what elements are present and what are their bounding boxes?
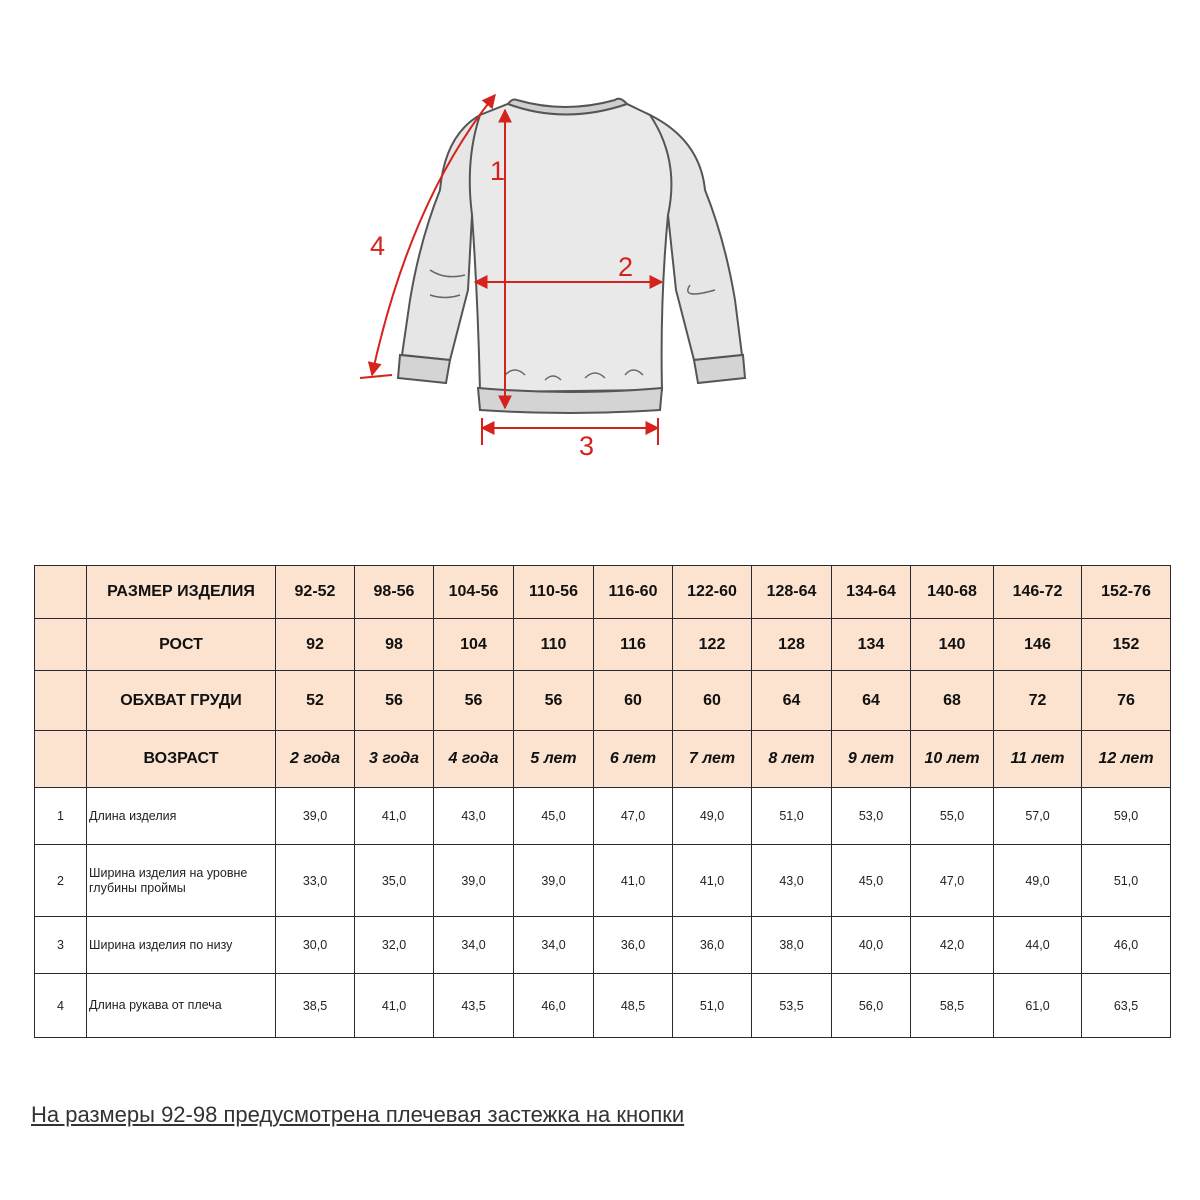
measurement-value-cell: 55,0 (911, 788, 994, 845)
header-value-cell: 9 лет (832, 731, 911, 788)
header-value-cell: 152-76 (1082, 566, 1171, 619)
header-value-cell: 56 (514, 671, 594, 731)
header-value-cell: 76 (1082, 671, 1171, 731)
measurement-value-cell: 49,0 (994, 845, 1082, 917)
header-value-cell: 60 (673, 671, 752, 731)
measurement-value-cell: 39,0 (276, 788, 355, 845)
header-value-cell: 7 лет (673, 731, 752, 788)
header-value-cell: 11 лет (994, 731, 1082, 788)
header-value-cell: 122 (673, 619, 752, 671)
header-value-cell: 128 (752, 619, 832, 671)
measurement-value-cell: 32,0 (355, 917, 434, 974)
header-value-cell: 98-56 (355, 566, 434, 619)
row-label: ВОЗРАСТ (87, 731, 276, 788)
measurement-value-cell: 36,0 (594, 917, 673, 974)
label-4: 4 (370, 231, 386, 261)
header-value-cell: 152 (1082, 619, 1171, 671)
measurement-row (35, 788, 1171, 845)
sleeve-length-tick (360, 375, 392, 378)
measurement-value-cell: 34,0 (434, 917, 514, 974)
measurement-value-cell: 33,0 (276, 845, 355, 917)
measurement-value-cell: 40,0 (832, 917, 911, 974)
header-value-cell: 116-60 (594, 566, 673, 619)
measurement-value-cell: 41,0 (673, 845, 752, 917)
label-1: 1 (490, 156, 506, 186)
header-value-cell: 64 (832, 671, 911, 731)
measurement-value-cell: 63,5 (1082, 974, 1171, 1038)
measurement-value-cell: 36,0 (673, 917, 752, 974)
measurement-row (35, 845, 1171, 917)
measurement-value-cell: 39,0 (434, 845, 514, 917)
measurement-value-cell: 41,0 (355, 788, 434, 845)
measurement-value-cell: 57,0 (994, 788, 1082, 845)
footnote: На размеры 92-98 предусмотрена плечевая застежка на кнопки (31, 1102, 685, 1127)
header-value-cell: 6 лет (594, 731, 673, 788)
header-value-cell: 10 лет (911, 731, 994, 788)
header-value-cell: 56 (355, 671, 434, 731)
header-value-cell: 122-60 (673, 566, 752, 619)
header-value-cell: 72 (994, 671, 1082, 731)
measurement-index: 3 (35, 917, 87, 974)
header-value-cell: 134 (832, 619, 911, 671)
measurement-value-cell: 56,0 (832, 974, 911, 1038)
header-value-cell: 5 лет (514, 731, 594, 788)
blank-cell (35, 619, 87, 671)
header-value-cell: 92 (276, 619, 355, 671)
header-value-cell: 140-68 (911, 566, 994, 619)
measurement-name: Ширина изделия на уровне глубины проймы (87, 845, 276, 917)
measurement-value-cell: 47,0 (911, 845, 994, 917)
header-value-cell: 110 (514, 619, 594, 671)
measurement-index: 1 (35, 788, 87, 845)
measurement-value-cell: 61,0 (994, 974, 1082, 1038)
header-value-cell: 64 (752, 671, 832, 731)
row-label: РАЗМЕР ИЗДЕЛИЯ (87, 566, 276, 619)
sweatshirt-sketch (398, 99, 745, 413)
measurement-value-cell: 51,0 (1082, 845, 1171, 917)
measurement-index: 4 (35, 974, 87, 1038)
header-value-cell: 60 (594, 671, 673, 731)
header-value-cell: 146 (994, 619, 1082, 671)
measurement-value-cell: 51,0 (673, 974, 752, 1038)
blank-cell (35, 566, 87, 619)
row-label: РОСТ (87, 619, 276, 671)
measurement-value-cell: 45,0 (514, 788, 594, 845)
sweatshirt-diagram (350, 80, 770, 470)
header-value-cell: 110-56 (514, 566, 594, 619)
measurement-name: Длина изделия (87, 788, 276, 845)
header-row (35, 566, 1171, 619)
header-value-cell: 104 (434, 619, 514, 671)
header-value-cell: 4 года (434, 731, 514, 788)
measurement-value-cell: 46,0 (514, 974, 594, 1038)
header-value-cell: 8 лет (752, 731, 832, 788)
header-value-cell: 3 года (355, 731, 434, 788)
measurement-value-cell: 35,0 (355, 845, 434, 917)
header-value-cell: 12 лет (1082, 731, 1171, 788)
measurement-row (35, 917, 1171, 974)
measurement-value-cell: 38,0 (752, 917, 832, 974)
measurement-name: Ширина изделия по низу (87, 917, 276, 974)
header-value-cell: 116 (594, 619, 673, 671)
measurement-value-cell: 44,0 (994, 917, 1082, 974)
measurement-value-cell: 43,0 (752, 845, 832, 917)
header-value-cell: 92-52 (276, 566, 355, 619)
measurement-value-cell: 48,5 (594, 974, 673, 1038)
measurement-row (35, 974, 1171, 1038)
measurement-value-cell: 43,5 (434, 974, 514, 1038)
size-chart-table (34, 565, 1171, 1038)
measurement-value-cell: 41,0 (594, 845, 673, 917)
measurement-name: Длина рукава от плеча (87, 974, 276, 1038)
header-value-cell: 134-64 (832, 566, 911, 619)
header-value-cell: 68 (911, 671, 994, 731)
measurement-value-cell: 59,0 (1082, 788, 1171, 845)
header-value-cell: 52 (276, 671, 355, 731)
measurement-value-cell: 30,0 (276, 917, 355, 974)
measurement-value-cell: 53,5 (752, 974, 832, 1038)
measurement-value-cell: 45,0 (832, 845, 911, 917)
measurement-value-cell: 34,0 (514, 917, 594, 974)
measurement-value-cell: 51,0 (752, 788, 832, 845)
header-value-cell: 98 (355, 619, 434, 671)
measurement-value-cell: 38,5 (276, 974, 355, 1038)
blank-cell (35, 671, 87, 731)
header-row (35, 731, 1171, 788)
measurement-value-cell: 53,0 (832, 788, 911, 845)
measurement-value-cell: 49,0 (673, 788, 752, 845)
measurement-value-cell: 47,0 (594, 788, 673, 845)
measurement-value-cell: 58,5 (911, 974, 994, 1038)
header-value-cell: 140 (911, 619, 994, 671)
measurement-value-cell: 42,0 (911, 917, 994, 974)
header-value-cell: 56 (434, 671, 514, 731)
blank-cell (35, 731, 87, 788)
row-label: ОБХВАТ ГРУДИ (87, 671, 276, 731)
measurement-value-cell: 46,0 (1082, 917, 1171, 974)
measurement-value-cell: 39,0 (514, 845, 594, 917)
header-value-cell: 104-56 (434, 566, 514, 619)
header-value-cell: 128-64 (752, 566, 832, 619)
label-3: 3 (579, 431, 595, 461)
header-row (35, 671, 1171, 731)
header-value-cell: 146-72 (994, 566, 1082, 619)
header-value-cell: 2 года (276, 731, 355, 788)
measurement-index: 2 (35, 845, 87, 917)
header-row (35, 619, 1171, 671)
measurement-value-cell: 41,0 (355, 974, 434, 1038)
label-2: 2 (618, 252, 634, 282)
measurement-value-cell: 43,0 (434, 788, 514, 845)
